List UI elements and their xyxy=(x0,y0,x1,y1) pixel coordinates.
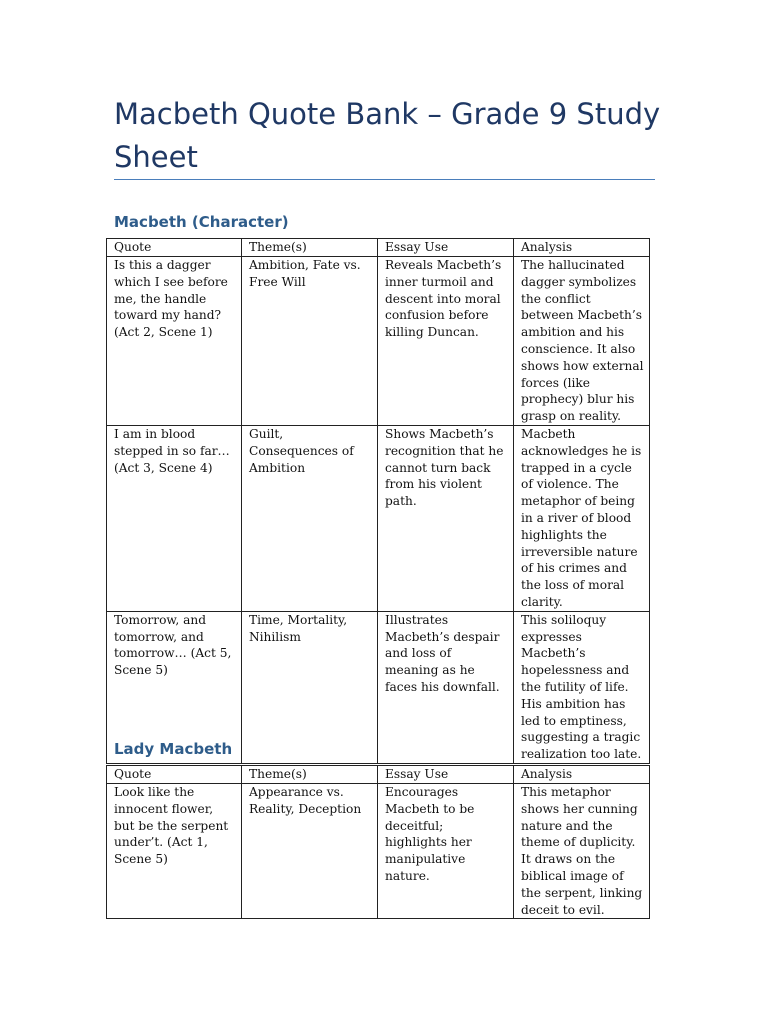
quote-table-lady-macbeth xyxy=(106,765,650,919)
analysis-cell: Macbeth acknowledges he is trapped in a cycle of violence. The metaphor of being in a river of blood highlights the irreversible nature of his crimes and the loss of moral clarity. xyxy=(514,425,650,611)
column-header-analysis: Analysis xyxy=(514,766,650,784)
essay-use-cell: Shows Macbeth’s recognition that he cannot turn back from his violent path. xyxy=(378,425,514,611)
title-divider xyxy=(114,179,655,180)
table-header-row xyxy=(107,766,650,784)
quote-cell: I am in blood stepped in so far… (Act 3, Scene 4) xyxy=(107,425,242,611)
table-header-row xyxy=(107,239,650,257)
column-header-quote: Quote xyxy=(107,766,242,784)
quote-cell: Look like the innocent flower, but be the serpent under’t. (Act 1, Scene 5) xyxy=(107,784,242,919)
themes-cell: Appearance vs. Reality, Deception xyxy=(242,784,378,919)
analysis-cell: This metaphor shows her cunning nature and the theme of duplicity. It draws on the biblical image of the serpent, linking deceit to evil. xyxy=(514,784,650,919)
quote-table-macbeth xyxy=(106,238,650,764)
analysis-cell: This soliloquy expresses Macbeth’s hopelessness and the futility of life. His ambition has led to emptiness, suggesting a tragic realization too late. xyxy=(514,611,650,763)
essay-use-cell: Encourages Macbeth to be deceitful; highlights her manipulative nature. xyxy=(378,784,514,919)
themes-cell: Guilt, Consequences of Ambition xyxy=(242,425,378,611)
document-title: Macbeth Quote Bank – Grade 9 Study Sheet xyxy=(114,97,661,174)
column-header-themes: Theme(s) xyxy=(242,239,378,257)
themes-cell: Ambition, Fate vs. Free Will xyxy=(242,257,378,426)
table-row xyxy=(107,257,650,426)
essay-use-cell: Reveals Macbeth’s inner turmoil and descent into moral confusion before killing Duncan. xyxy=(378,257,514,426)
table-row xyxy=(107,425,650,611)
themes-cell: Time, Mortality, Nihilism xyxy=(242,611,378,763)
analysis-cell: The hallucinated dagger symbolizes the conflict between Macbeth’s ambition and his conscience. It also shows how external forces (like prophecy) blur his grasp on reality. xyxy=(514,257,650,426)
section-heading-macbeth: Macbeth (Character) xyxy=(114,213,289,231)
quote-cell: Tomorrow, and tomorrow, and tomorrow… (Act 5, Scene 5) xyxy=(107,611,242,763)
quote-cell: Is this a dagger which I see before me, the handle toward my hand? (Act 2, Scene 1) xyxy=(107,257,242,426)
column-header-essay-use: Essay Use xyxy=(378,766,514,784)
column-header-essay-use: Essay Use xyxy=(378,239,514,257)
column-header-quote: Quote xyxy=(107,239,242,257)
section-heading-lady-macbeth: Lady Macbeth xyxy=(114,740,233,758)
column-header-themes: Theme(s) xyxy=(242,766,378,784)
table-row xyxy=(107,784,650,919)
essay-use-cell: Illustrates Macbeth’s despair and loss of meaning as he faces his downfall. xyxy=(378,611,514,763)
column-header-analysis: Analysis xyxy=(514,239,650,257)
